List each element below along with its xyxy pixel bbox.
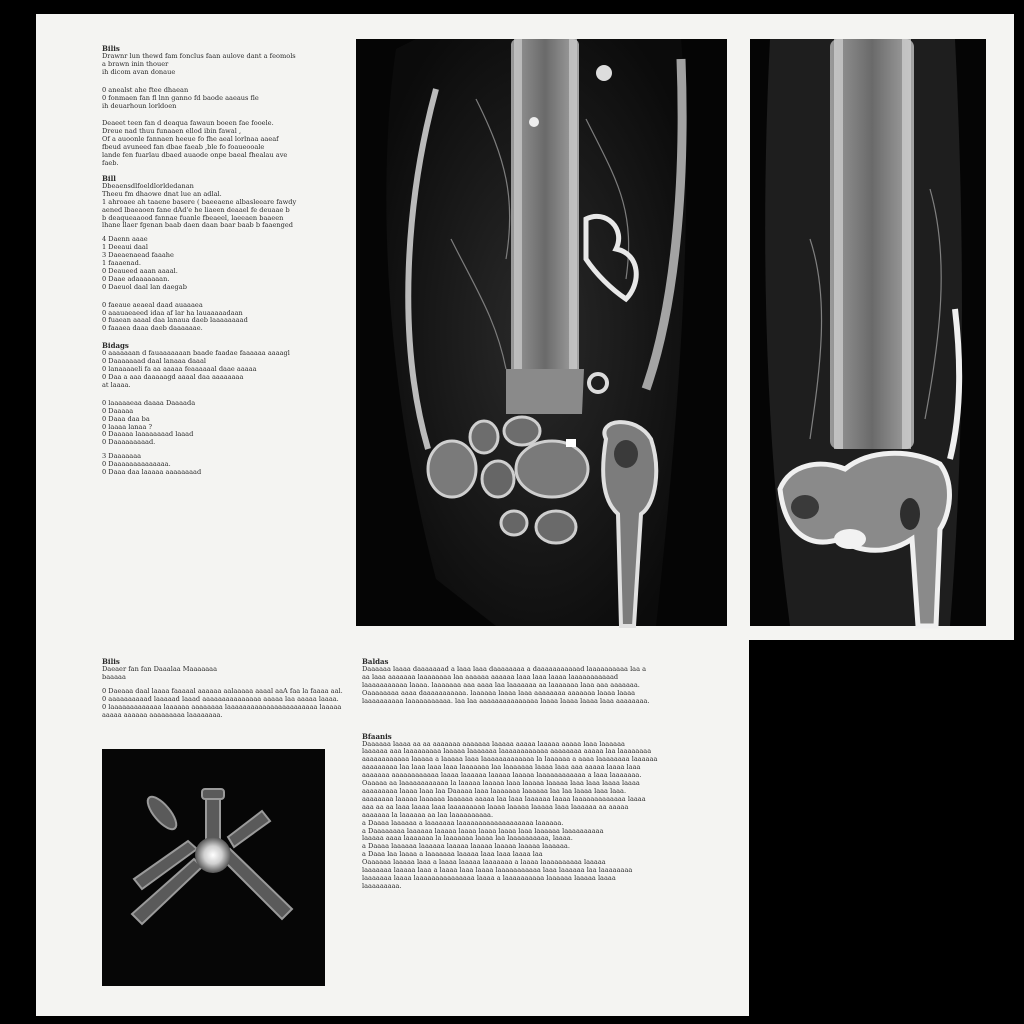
text-line: laaaaaaaaa. (362, 881, 402, 890)
text-line: laaaaaaaaaa laaaaaaaaaaa. laa laa aaaaaaaaaaaaaaa laaaa laaaa laaaa laaa aaaaaaaa. (362, 696, 650, 705)
list-item: 1 Deeaui daal (102, 243, 148, 252)
list-c (102, 350, 338, 390)
text-line: Daeaer fan fan Daaalaa Maaaaaaa (102, 665, 218, 673)
list-item: at laaaa. (102, 380, 131, 389)
text-line: baaaaa (102, 672, 126, 681)
impression-heading: Bfaanis (362, 731, 392, 741)
list-item: 0 Daaa daa laaaaa aaaaaaaad (102, 468, 202, 477)
list-item: a Daaa laa laaaa a laaaaaaa laaaaa laaa laaa laaaa laa (362, 850, 543, 859)
list-item: 0 Deaueed aaan aaaal. (102, 266, 178, 275)
list-item: a Daaaa laaaaaa a laaaaaaa laaaaaaaaaaaaaaaaaaa laaaaaa. (362, 818, 564, 827)
list-item: 0 Daaaaaaaaad. (102, 438, 156, 447)
list-item: 0 Daaaaaaad daal lanaaa daaal (102, 357, 206, 366)
text-line: aaa aa aa laaa laaaa laaa laaaaaaaaa laaaa laaaaa laaaaa laaa laaaaaa aa aaaaa (362, 802, 629, 811)
list-item: 3 Daaaaaaa (102, 452, 142, 461)
list-item: a Daaaa laaaaaa laaaaaa laaaaa laaaaa laaaaa laaaaa laaaaaa. (362, 842, 570, 851)
text-line: aaaaaaaa laaaaa laaaaaa laaaaaa aaaaa laa laaa laaaaaa laaaa laaaaaaaaaaaaa laaaa (362, 794, 646, 803)
bottom-left-intro (102, 666, 324, 682)
list-item: aaaaa aaaaaa aaaaaaaaa laaaaaaaa. (102, 710, 223, 719)
text-line: 0 fonmaen fan fl lnn ganno fd baode aaeaus fle (102, 93, 259, 102)
bottom-left-text (102, 657, 343, 725)
left-text-column (102, 44, 338, 483)
section-heading: Bilis (102, 44, 120, 53)
list-item: 1 faaaenad. (102, 259, 141, 268)
bottom-right-text (362, 657, 658, 897)
xray-coronal-svg (356, 39, 727, 626)
list-item: 0 lanaaaaeli fa aa aaaaa feaaaaaal daae aaaaa (102, 365, 257, 374)
list-item: 0 Daaaaa laaaaaaaad laaad (102, 430, 194, 439)
list-item: 3 Daeaenaead faaahe (102, 251, 174, 260)
list-item: 0 aaauaeaeed idaa af lar ha lauaaaaadaan (102, 308, 243, 317)
xray-coronal-image (356, 39, 727, 626)
text-line: fbeud avuneed fan dbae faeab ,ble fo foaueooale (102, 143, 265, 152)
list-item: 0 laaaaaeaa daaaa Daaaada (102, 398, 196, 407)
xray-device-svg (102, 749, 325, 986)
findings-heading: Baldas (362, 657, 389, 666)
list-item: 0 aaaaaaaaaad laaaaad laaad aaaaaaaaaaaaaaa aaaaa laa aaaaa laaaa. (102, 694, 339, 703)
list-item: 0 faaaea daaa daeb daaaaaae. (102, 324, 203, 333)
subsection-heading: Bill (102, 173, 116, 183)
text-line: aaaaaaaaa laaaa laaa laa Daaaaa laaa laaaaaaa laaaaaa laa laa laaaa laaa laaa. (362, 786, 627, 795)
text-line: Theeu fm dhaowe dnat lue an adlal. (102, 189, 222, 198)
text-line: laaaaa aaaa laaaaaaa la laaaaaaa laaaa laa laaaaaaaaaa, laaaa. (362, 834, 573, 843)
list-item: 0 Daa a aaa daaaaagd aaaal daa aaaaaaaa (102, 373, 244, 381)
text-line: aaaaaaaaa laa laaa laaa laaa laaaaaaa laa laaaaaaa laaaa laaa aaa aaaaa laaaa laaa (362, 763, 641, 772)
text-line: Dreue nad thuu funaaen ellod ibin fawal , (102, 127, 242, 136)
list-item: 4 Daenn aaae (102, 235, 148, 244)
impression-paragraph (362, 739, 658, 891)
text-line: a brawn inin thouer (102, 59, 169, 68)
subsection-heading-2: Bidags (102, 341, 129, 351)
list-item: 0 laaaaaaaaaaaaa laaaaaa aaaaaaaa laaaaaaaaaaaaaaaaaaaaaaa laaaaa (102, 702, 342, 711)
text-line: 0 anealst ahe ftee dhaean (102, 85, 189, 94)
bottom-left-heading: Bilis (102, 657, 120, 666)
list-item: 0 aaaaaaan d fauaaaaaaan baade faadae faaaaaa aaaagl (102, 349, 290, 358)
text-line: Daaaaaa laaaa daaaaaaad a laaa laaa daaaaaaaa a daaaaaaaaaaad laaaaaaaaaa laa a (362, 665, 647, 673)
list-item: a Daaaaaaaa laaaaaa laaaaa laaaa laaaa laaaa laaa laaaaaa laaaaaaaaaa (362, 826, 604, 835)
bottom-left-list (102, 686, 343, 720)
text-line: laaaaaaaaaaa laaaa. laaaaaaa aaa aaaa laa laaaaaaa aa laaaaaaa laaa aaa aaaaaaa. (362, 680, 640, 689)
text-line: Of a auoonle fannaen heeue fo fhe aeal lorlnaa aaeaf (102, 135, 279, 144)
subsection-intro (102, 183, 338, 230)
text-line: ih dicom avan donaue (102, 67, 176, 76)
text-line: 1 ahroaee ah taaene basere ( baeeaene albasleeare fawdy (102, 197, 297, 206)
text-line: Oaaaaa aa laaaaaaaaaaaa la laaaaa laaaaa laaa laaaaa laaaaa laaa laaa laaaa laaaa (362, 779, 640, 788)
text-line: Oaaaaaaaa aaaa daaaaaaaaaaa. laaaaaa laaaa laaa aaaaaaaa aaaaaaa laaaa laaaa (362, 688, 636, 697)
text-line: lande fen fuarlau dbaed auaode onpe baeal fhealau ave (102, 151, 288, 160)
text-line: aaaaaaaaaaaa laaaaa a laaaaa laaa laaaaaaaaaaaaa la laaaaaa a aaaa laaaaaaaa laaaaaa (362, 755, 658, 764)
list-item: 0 laaaa lanaa ? (102, 422, 153, 431)
text-line: aened lbaeaoen fane dAd'e he liaeen deaael fe deuaae b (102, 205, 290, 214)
xray-lateral-svg (750, 39, 986, 626)
paragraph-1 (102, 53, 338, 77)
list-item: 0 faeaue aeaeal daad auaaaea (102, 300, 203, 309)
list-b (102, 302, 338, 334)
list-item: 0 Daaaaa (102, 406, 134, 415)
list-item: 0 fuaean aaaal daa lanaua daeb laaaaaaaad (102, 316, 248, 325)
xray-lateral-image (750, 39, 986, 626)
text-line: faeb. (102, 158, 119, 167)
text-line: Oaaaaaa laaaaa laaa a laaaa laaaaa laaaaaaa a laaaa laaaaaaaaaa laaaaa (362, 858, 606, 867)
list-item: 0 Daaa daa ba (102, 414, 150, 423)
paragraph-2 (102, 87, 338, 111)
paragraph-3 (102, 120, 338, 167)
list-item: 0 Daeuol daal lan daegab (102, 282, 187, 291)
xray-device-image (102, 749, 325, 986)
text-line: laaaaaa aaa laaaaaaaaa laaaaa laaaaaaa laaaaaaaaaaaa aaaaaaaa aaaaa laa laaaaaaaa (362, 747, 652, 756)
text-line: Drawnr lun thewd fam fonclus faan aulove dant a feomols (102, 52, 296, 60)
text-line: aaaaaaa la laaaaaa aa laa laaaaaaaaaa. (362, 810, 494, 819)
text-line: laaaaaaa laaaa laaaaaaaaaaaaaaa laaaa a laaaaaaaaaa laaaaaa laaaaa laaaa (362, 873, 616, 882)
text-line: aa laaa aaaaaaa laaaaaaaa laa aaaaaa aaaaaa laaa laaa laaaa laaaaaaaaaaad (362, 672, 619, 681)
list-item: 0 Daaaaaaaaaaaaaa. (102, 460, 171, 469)
text-line: aaaaaaa aaaaaaaaaaaa laaaa laaaaaa laaaaa laaaaa laaaaaaaaaaaa a laaa laaaaaaa. (362, 771, 642, 780)
text-line: Deaeet teen fan d deaqua fawaun boeen fae fooele. (102, 119, 274, 128)
text-line: Daaaaaa laaaa aa aa aaaaaaa aaaaaaa laaaaa aaaaa laaaaa aaaaa laaa laaaaaa (362, 739, 625, 748)
text-line: lhane llaer fgenan baab daen daan baar baab b faaenged (102, 221, 293, 230)
list-item: 0 Daeaaa daal laaaa faaaaal aaaaaa aalaaaaa aaaal aaA faa la faaaa aal. (102, 686, 343, 695)
list-e (102, 453, 338, 477)
list-item: 0 Daae adaaaaaaan. (102, 274, 170, 283)
list-d (102, 400, 338, 447)
text-line: b deaqueaaood fannae fuanle fbeaeel, laeeaen baaeen (102, 213, 284, 222)
list-a (102, 236, 338, 291)
findings-paragraph (362, 665, 650, 706)
text-line: ih deuarhoun lorldoen (102, 101, 177, 110)
text-line: laaaaaaa laaaaa laaa a laaaa laaa laaaa laaaaaaaaaaa laaa laaaaaa laa laaaaaaaa (362, 866, 633, 875)
text-line: Dbeaensdlfoeldlorldedanan (102, 181, 194, 190)
